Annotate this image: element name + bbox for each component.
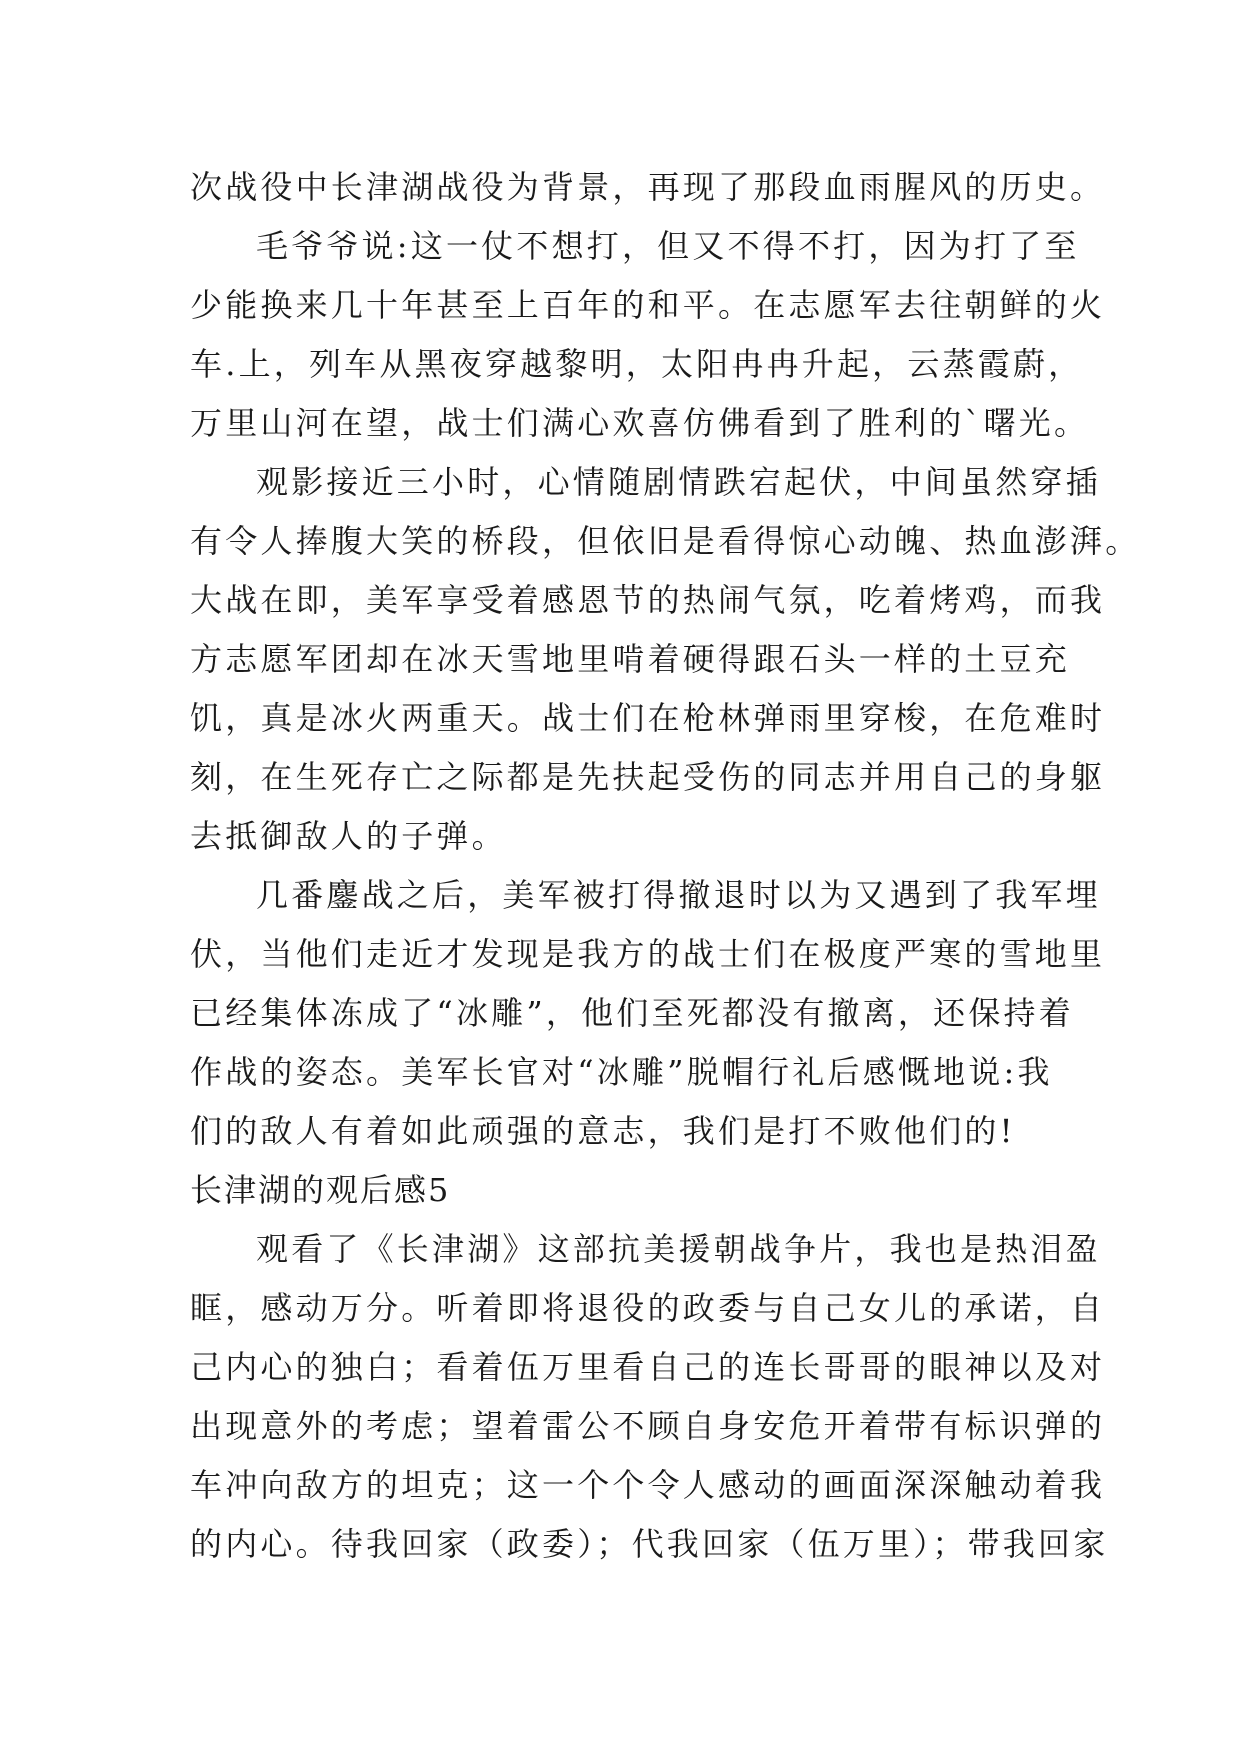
text-line: 的内心。待我回家（政委）；代我回家（伍万里）；带我回家 <box>190 1525 1109 1563</box>
text-line: 万里山河在望，战士们满心欢喜仿佛看到了胜利的`曙光。 <box>190 404 1090 442</box>
text-line: 出现意外的考虑；望着雷公不顾自身安危开着带有标识弹的 <box>190 1407 1106 1445</box>
document-body <box>190 158 1141 1574</box>
text-line: 伏，当他们走近才发现是我方的战士们在极度严寒的雪地里 <box>190 935 1106 973</box>
paragraph-start-line: 观影接近三小时，心情随剧情跌宕起伏，中间虽然穿插 <box>256 463 1101 501</box>
paragraph-start-line: 观看了《长津湖》这部抗美援朝战争片，我也是热泪盈 <box>256 1230 1101 1268</box>
text-line: 眶，感动万分。听着即将退役的政委与自己女儿的承诺，自 <box>190 1289 1106 1327</box>
text-line: 大战在即，美军享受着感恩节的热闹气氛，吃着烤鸡，而我 <box>190 581 1106 619</box>
paragraph-start-line: 几番鏖战之后，美军被打得撤退时以为又遇到了我军埋 <box>256 876 1101 914</box>
text-line: 方志愿军团却在冰天雪地里啃着硬得跟石头一样的土豆充 <box>190 640 1071 678</box>
section-heading: 长津湖的观后感5 <box>190 1171 451 1209</box>
text-line: 车冲向敌方的坦克；这一个个令人感动的画面深深触动着我 <box>190 1466 1106 1504</box>
text-line: 车.上，列车从黑夜穿越黎明，太阳冉冉升起，云蒸霞蔚， <box>190 345 1084 383</box>
paragraph-start-line: 毛爷爷说:这一仗不想打，但又不得不打，因为打了至 <box>256 227 1080 265</box>
text-line: 去抵御敌人的子弹。 <box>190 817 507 855</box>
text-line: 少能换来几十年甚至上百年的和平。在志愿军去往朝鲜的火 <box>190 286 1106 324</box>
text-line: 己内心的独白；看着伍万里看自己的连长哥哥的眼神以及对 <box>190 1348 1106 1386</box>
text-line: 作战的姿态。美军长官对“冰雕”脱帽行礼后感慨地说:我 <box>190 1053 1053 1091</box>
text-line: 饥，真是冰火两重天。战士们在枪林弹雨里穿梭，在危难时 <box>190 699 1106 737</box>
text-line: 次战役中长津湖战役为背景，再现了那段血雨腥风的历史。 <box>190 168 1106 206</box>
text-line: 有令人捧腹大笑的桥段，但依旧是看得惊心动魄、热血澎湃。 <box>190 522 1141 560</box>
text-line: 刻，在生死存亡之际都是先扶起受伤的同志并用自己的身躯 <box>190 758 1106 796</box>
text-line: 已经集体冻成了“冰雕”，他们至死都没有撤离，还保持着 <box>190 994 1074 1032</box>
text-line: 们的敌人有着如此顽强的意志，我们是打不败他们的! <box>190 1112 1016 1150</box>
